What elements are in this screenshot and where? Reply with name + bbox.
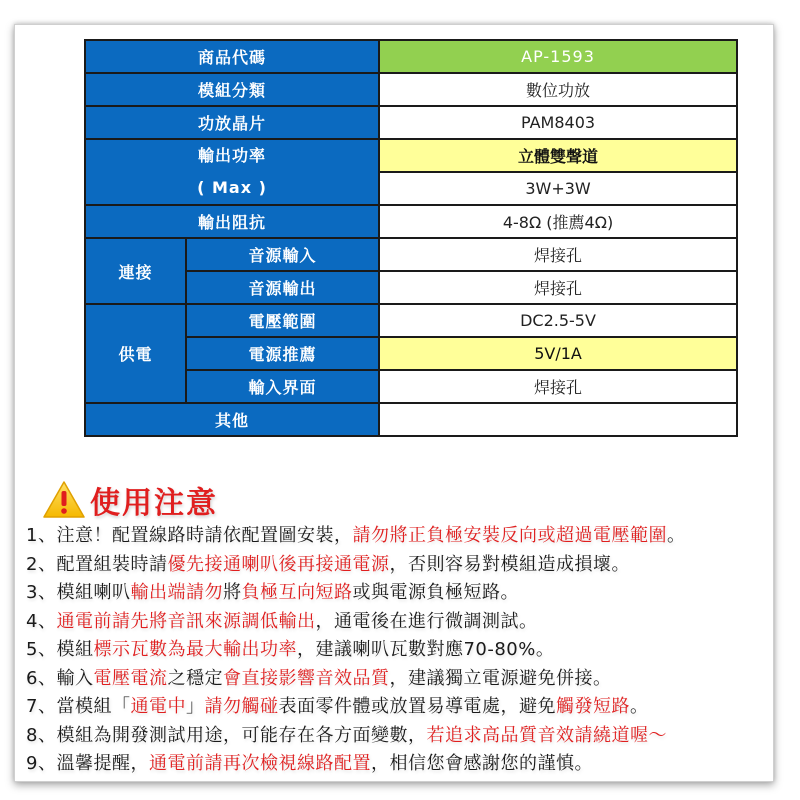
note-text: ，建議獨立電源避免併接。	[389, 667, 612, 689]
label-product-code: 商品代碼	[85, 40, 379, 73]
note-text: 將	[222, 582, 242, 603]
note-text: ，通電後在進行微調測試。	[315, 610, 538, 632]
note-text: 表面零件體或放置易導電處，避免	[278, 696, 556, 717]
value-output-impedance: 4-8Ω (推薦4Ω)	[379, 205, 737, 238]
note-warning-text: 標示瓦數為最大輸出功率	[93, 639, 297, 660]
note-item	[26, 665, 766, 694]
table-row	[85, 139, 737, 172]
table-row	[85, 73, 737, 106]
notes-list	[26, 522, 766, 779]
note-warning-text: 請勿觸碰	[204, 696, 279, 717]
note-text: 配置組裝時請	[56, 553, 168, 575]
note-warning-text: 電壓電流	[93, 667, 168, 689]
group-connection: 連接	[85, 238, 186, 304]
note-item	[26, 750, 766, 779]
note-text: 當模組「	[56, 696, 131, 717]
value-recommended-power: 5V/1A	[379, 337, 737, 370]
label-module-category: 模組分類	[85, 73, 379, 106]
label-audio-input: 音源輸入	[186, 238, 379, 271]
label-recommended-power: 電源推薦	[186, 337, 379, 370]
value-product-code: AP-1593	[379, 40, 737, 73]
table-row	[85, 205, 737, 238]
note-number: 1、	[26, 525, 57, 546]
note-warning-text: 通電前請先將音訊來源調低輸出	[56, 610, 316, 632]
value-amp-chip: PAM8403	[379, 106, 737, 139]
table-row	[85, 40, 737, 73]
note-warning-text: 輸出端請勿	[130, 582, 223, 603]
note-text: 模組	[56, 639, 94, 660]
value-other	[379, 403, 737, 436]
label-output-power-line2: ( Max )	[197, 178, 267, 197]
group-power-supply: 供電	[85, 304, 186, 403]
label-amp-chip: 功放晶片	[85, 106, 379, 139]
note-warning-text: 請勿將正負極安裝反向或超過電壓範圍	[352, 525, 667, 546]
label-audio-output: 音源輸出	[186, 271, 379, 304]
value-module-category: 數位功放	[379, 73, 737, 106]
note-item	[26, 522, 766, 551]
note-text: 溫馨提醒，	[56, 753, 149, 774]
note-text: ，建議喇叭瓦數對應70-80%。	[296, 639, 555, 660]
note-warning-text: 觸發短路	[555, 696, 630, 717]
label-output-power	[85, 139, 379, 205]
value-output-power: 3W+3W	[379, 172, 737, 205]
note-text: 或與電源負極短路。	[352, 582, 519, 603]
note-text: 注意！配置線路時請依配置圖安裝，	[56, 525, 353, 546]
note-number: 6、	[26, 667, 57, 689]
warning-icon	[42, 480, 86, 520]
value-channel-mode: 立體雙聲道	[379, 139, 737, 172]
table-row	[85, 238, 737, 271]
label-output-impedance: 輸出阻抗	[85, 205, 379, 238]
value-input-interface: 焊接孔	[379, 370, 737, 403]
value-voltage-range: DC2.5-5V	[379, 304, 737, 337]
note-number: 4、	[26, 610, 57, 632]
usage-notes	[26, 478, 766, 779]
label-output-power-line1: 輸出功率	[198, 146, 267, 165]
note-text: 」	[185, 696, 205, 717]
note-item	[26, 636, 766, 665]
note-number: 2、	[26, 553, 57, 575]
note-number: 5、	[26, 639, 57, 660]
spec-table	[84, 39, 738, 437]
label-voltage-range: 電壓範圍	[186, 304, 379, 337]
note-text: ，相信您會感謝您的謹慎。	[370, 753, 593, 774]
note-number: 8、	[26, 724, 57, 746]
note-number: 9、	[26, 753, 57, 774]
table-row	[85, 106, 737, 139]
note-item	[26, 722, 766, 751]
note-item	[26, 693, 766, 722]
note-warning-text: 若追求高品質音效請繞道喔～	[426, 724, 667, 746]
note-text: 輸入	[56, 667, 94, 689]
table-row	[85, 403, 737, 436]
table-row	[85, 304, 737, 337]
note-text: 。	[629, 696, 649, 717]
value-audio-input: 焊接孔	[379, 238, 737, 271]
value-audio-output: 焊接孔	[379, 271, 737, 304]
note-number: 7、	[26, 696, 57, 717]
notes-title: 使用注意	[90, 486, 218, 521]
note-item	[26, 608, 766, 637]
note-item	[26, 551, 766, 580]
note-text: ，否則容易對模組造成損壞。	[389, 553, 630, 575]
note-number: 3、	[26, 582, 57, 603]
note-warning-text: 通電前請再次檢視線路配置	[148, 753, 371, 774]
notes-header	[42, 478, 766, 522]
label-input-interface: 輸入界面	[186, 370, 379, 403]
note-text: 模組為開發測試用途，可能存在各方面變數，	[56, 724, 427, 746]
note-text: 之穩定	[167, 667, 223, 689]
note-text: 模組喇叭	[56, 582, 131, 603]
label-other: 其他	[85, 403, 379, 436]
note-warning-text: 優先接通喇叭後再接通電源	[167, 553, 390, 575]
note-text: 。	[666, 525, 686, 546]
note-warning-text: 會直接影響音效品質	[222, 667, 390, 689]
note-item	[26, 579, 766, 608]
note-warning-text: 通電中	[130, 696, 186, 717]
note-warning-text: 負極互向短路	[241, 582, 353, 603]
